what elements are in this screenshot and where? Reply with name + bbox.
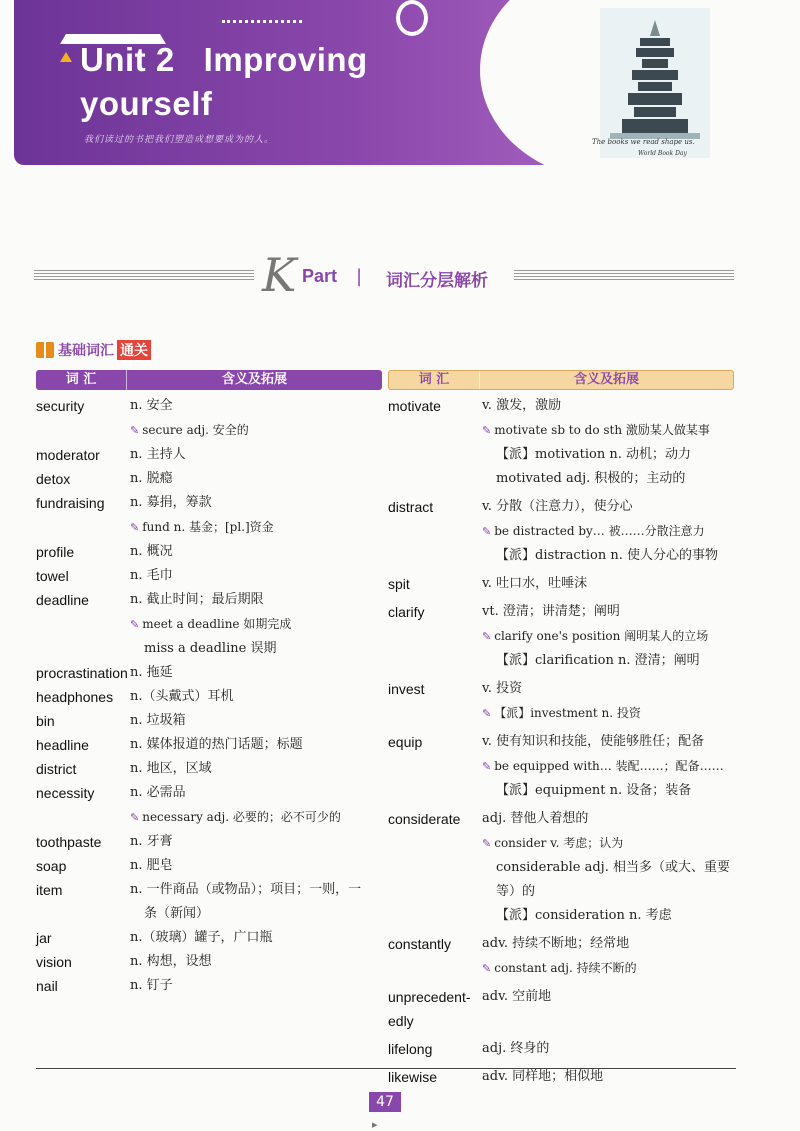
vocab-word: profile: [36, 544, 75, 560]
vocab-entry-extra: [36, 805, 382, 830]
vocab-entry-extra: [388, 418, 734, 443]
book-stack-illustration: [600, 8, 710, 158]
vocab-meaning: motivated adj. 积极的；主动的: [496, 471, 686, 486]
vocab-entry-extra: [388, 624, 734, 649]
vocab-meaning: n. 概况: [130, 544, 173, 559]
vocab-entry: [36, 974, 382, 998]
vocab-meaning: [482, 1009, 734, 1033]
vocab-entry: [36, 564, 382, 588]
vocab-word: headphones: [36, 689, 114, 705]
vocab-meaning: adv. 空前地: [482, 989, 552, 1004]
unit-title: [80, 38, 368, 126]
vocab-meaning: adj. 替他人着想的: [482, 811, 589, 826]
vocab-meaning: ✎ motivate sb to do sth 激励某人做某事: [482, 423, 710, 437]
vocab-entry-extra: [388, 649, 734, 673]
vocab-meaning: adj. 终身的: [482, 1041, 550, 1056]
vocab-meaning: miss a deadline 误期: [144, 641, 277, 656]
vocab-entry-extra: [388, 904, 734, 928]
vocab-meaning: 【派】clarification n. 澄清；阐明: [496, 653, 700, 668]
vocab-word: equip: [388, 734, 423, 750]
part-separator: |: [356, 266, 363, 287]
vocab-entry: [36, 588, 382, 612]
vocab-meaning: n. 募捐，筹款: [130, 495, 212, 510]
vocab-meaning: n. 脱瘾: [130, 471, 173, 486]
vocab-meaning: n.（头戴式）耳机: [130, 689, 234, 704]
vocab-meaning: n. 地区，区域: [130, 761, 212, 776]
pencil-icon: ✎: [482, 707, 492, 720]
part-heading: [34, 248, 734, 302]
decorative-dots: [222, 20, 302, 23]
vocab-word: moderator: [36, 447, 100, 463]
vocab-meaning: 【派】distraction n. 使人分心的事物: [496, 548, 718, 563]
vocab-entry: [36, 733, 382, 757]
vocab-meaning: ✎ fund n. 基金；[pl.]资金: [130, 520, 274, 534]
vocab-entry-extra: [388, 1009, 734, 1033]
vocab-word: invest: [388, 681, 425, 697]
vocab-table-left: [36, 370, 382, 998]
vocab-meaning: 条（新闻）: [144, 906, 210, 921]
vocab-entry: [36, 950, 382, 974]
vocab-entry: [36, 685, 382, 709]
vocab-entry: [36, 540, 382, 564]
vocab-entry-extra: [388, 856, 734, 904]
vocab-meaning: n. 截止时间；最后期限: [130, 592, 264, 607]
vocab-meaning: ✎ necessary adj. 必要的；必不可少的: [130, 810, 341, 824]
vocab-word: constantly: [388, 936, 452, 952]
pencil-icon: ✎: [482, 525, 492, 538]
vocab-meaning: ✎ be distracted by… 被……分散注意力: [482, 524, 705, 538]
vocab-word: soap: [36, 858, 67, 874]
header-meaning: 含义及拓展: [573, 372, 639, 387]
section-label-tag: 通关: [117, 340, 151, 360]
vocab-entry-extra: [36, 637, 382, 661]
table-header: [388, 370, 734, 390]
vocab-entry: [388, 985, 734, 1009]
vocab-table-right: [388, 370, 734, 1093]
vocab-meaning: n. 构想，设想: [130, 954, 212, 969]
vocab-word: toothpaste: [36, 834, 102, 850]
vocab-entry: [36, 661, 382, 685]
table-header: [36, 370, 382, 390]
vocab-entry: [36, 781, 382, 805]
pencil-icon: ✎: [130, 424, 140, 437]
vocab-meaning: ✎ clarify one's position 阐明某人的立场: [482, 629, 709, 643]
vocab-word: detox: [36, 471, 71, 487]
vocab-meaning: n. 必需品: [130, 785, 186, 800]
vocab-entry: [388, 572, 734, 596]
art-caption-source: World Book Day: [638, 150, 687, 157]
vocab-entry-extra: [388, 519, 734, 544]
vocab-entry: [36, 467, 382, 491]
vocab-word: district: [36, 761, 77, 777]
vocab-meaning: 【派】motivation n. 动机；动力: [496, 447, 691, 462]
vocab-word: bin: [36, 713, 55, 729]
vocab-word: considerate: [388, 811, 461, 827]
vocab-entry-extra: [388, 831, 734, 856]
vocab-word: spit: [388, 576, 410, 592]
vocab-entry: [388, 600, 734, 624]
vocab-meaning: n. 肥皂: [130, 858, 173, 873]
vocab-entry: [388, 730, 734, 754]
vocab-word: jar: [36, 930, 52, 946]
divider: [34, 270, 254, 282]
vocab-entry: [36, 394, 382, 418]
vocab-entry: [388, 677, 734, 701]
vocab-meaning: 【派】consideration n. 考虑: [496, 908, 672, 923]
vocab-entry-extra: [388, 701, 734, 726]
vocab-entry: [36, 443, 382, 467]
part-word: Part: [302, 266, 338, 286]
vocab-entry: [36, 491, 382, 515]
vocab-meaning: n. 主持人: [130, 447, 186, 462]
motto: 我们读过的书把我们塑造成想要成为的人。: [84, 135, 275, 145]
vocab-word: nail: [36, 978, 58, 994]
vocab-meaning: vt. 澄清；讲清楚；阐明: [482, 604, 620, 619]
vocab-word: deadline: [36, 592, 89, 608]
vocab-meaning: ✎ secure adj. 安全的: [130, 423, 249, 437]
vocab-word: procrastination: [36, 665, 128, 681]
vocab-list: [36, 394, 382, 998]
vocab-word: security: [36, 398, 85, 414]
vocab-meaning: ✎ consider v. 考虑；认为: [482, 836, 624, 850]
art-caption: The books we read shape us.: [592, 138, 695, 146]
vocab-word: necessity: [36, 785, 95, 801]
unit-banner: [0, 0, 800, 170]
header-word: 词 汇: [389, 371, 480, 389]
vocab-entry: [36, 878, 382, 902]
pencil-icon: ✎: [482, 424, 492, 437]
part-subtitle: 词汇分层解析: [386, 271, 488, 291]
vocab-entry-extra: [36, 612, 382, 637]
vocab-entry: [36, 854, 382, 878]
vocab-entry: [388, 932, 734, 956]
vocab-word: clarify: [388, 604, 425, 620]
vocab-meaning: n. 媒体报道的热门话题；标题: [130, 737, 303, 752]
vocab-meaning: ✎ 【派】investment n. 投资: [482, 706, 641, 720]
vocab-meaning: n. 拖延: [130, 665, 173, 680]
vocab-entry-extra: [388, 956, 734, 981]
vocab-meaning: ✎ meet a deadline 如期完成: [130, 617, 292, 631]
header-meaning: 含义及拓展: [221, 372, 287, 387]
header-word: 词 汇: [36, 370, 127, 390]
vocab-entry: [388, 495, 734, 519]
unit-title-line2: yourself: [80, 85, 213, 122]
vocab-entry-extra: [388, 544, 734, 568]
vocab-meaning: v. 分散（注意力），使分心: [482, 499, 633, 514]
vocab-meaning: n. 一件商品（或物品）；项目；一则，一: [130, 882, 362, 897]
page-number: 47: [369, 1092, 401, 1112]
vocab-meaning: n. 垃圾箱: [130, 713, 186, 728]
vocab-meaning: v. 吐口水，吐唾沫: [482, 576, 588, 591]
vocab-meaning: n.（玻璃）罐子，广口瓶: [130, 930, 273, 945]
vocab-word: likewise: [388, 1069, 438, 1085]
vocab-meaning: ✎ be equipped with… 装配……；配备……: [482, 759, 724, 773]
vocab-word: towel: [36, 568, 69, 584]
vocab-meaning: ✎ constant adj. 持续不断的: [482, 961, 637, 975]
section-label: [36, 340, 151, 360]
vocab-meaning: n. 牙膏: [130, 834, 173, 849]
footer-rule: [36, 1068, 736, 1069]
vocab-meaning: n. 钉子: [130, 978, 173, 993]
vocab-meaning: considerable adj. 相当多（或大、重要等）的: [496, 860, 730, 899]
vocab-word: item: [36, 882, 63, 898]
vocab-entry: [36, 830, 382, 854]
divider: [514, 270, 734, 282]
vocab-word: edly: [388, 1013, 414, 1029]
vocab-meaning: adv. 持续不断地；经常地: [482, 936, 630, 951]
vocab-entry-extra: [388, 779, 734, 803]
vocab-entry: [388, 394, 734, 418]
vocab-meaning: n. 毛巾: [130, 568, 173, 583]
vocab-list: [388, 394, 734, 1093]
vocab-meaning: v. 使有知识和技能，使能够胜任；配备: [482, 734, 705, 749]
vocab-entry-extra: [36, 418, 382, 443]
vocab-entry: [36, 757, 382, 781]
vocab-word: headline: [36, 737, 89, 753]
vocab-entry: [388, 807, 734, 831]
pencil-icon: ✎: [130, 618, 140, 631]
vocab-meaning: 【派】equipment n. 设备；装备: [496, 783, 692, 798]
vocab-meaning: v. 激发，激励: [482, 398, 562, 413]
vocab-word: vision: [36, 954, 72, 970]
book-icon: [36, 342, 54, 358]
pencil-icon: ✎: [482, 837, 492, 850]
footer-mark-icon: ▸: [372, 1118, 378, 1131]
vocab-entry-extra: [36, 515, 382, 540]
part-letter: K: [262, 248, 297, 302]
decorative-ring: [396, 0, 428, 36]
vocab-meaning: v. 投资: [482, 681, 523, 696]
pencil-icon: ✎: [130, 811, 140, 824]
unit-title-line1: Unit 2 Improving: [80, 41, 368, 78]
vocab-word: fundraising: [36, 495, 105, 511]
vocab-meaning: n. 安全: [130, 398, 173, 413]
pencil-icon: ✎: [482, 962, 492, 975]
vocab-entry-extra: [388, 467, 734, 491]
vocab-meaning: adv. 同样地；相似地: [482, 1069, 604, 1084]
vocab-word: lifelong: [388, 1041, 433, 1057]
triangle-icon: [60, 52, 72, 62]
vocab-entry-extra: [388, 754, 734, 779]
vocab-entry: [36, 926, 382, 950]
vocab-word: motivate: [388, 398, 441, 414]
vocab-entry-extra: [388, 443, 734, 467]
vocab-word: distract: [388, 499, 434, 515]
pencil-icon: ✎: [482, 630, 492, 643]
pencil-icon: ✎: [482, 760, 492, 773]
vocab-entry: [36, 709, 382, 733]
section-label-main: 基础词汇: [58, 343, 114, 359]
vocab-word: unprecedent-: [388, 989, 471, 1005]
vocab-entry: [388, 1037, 734, 1061]
pencil-icon: ✎: [130, 521, 140, 534]
vocab-entry-extra: [36, 902, 382, 926]
